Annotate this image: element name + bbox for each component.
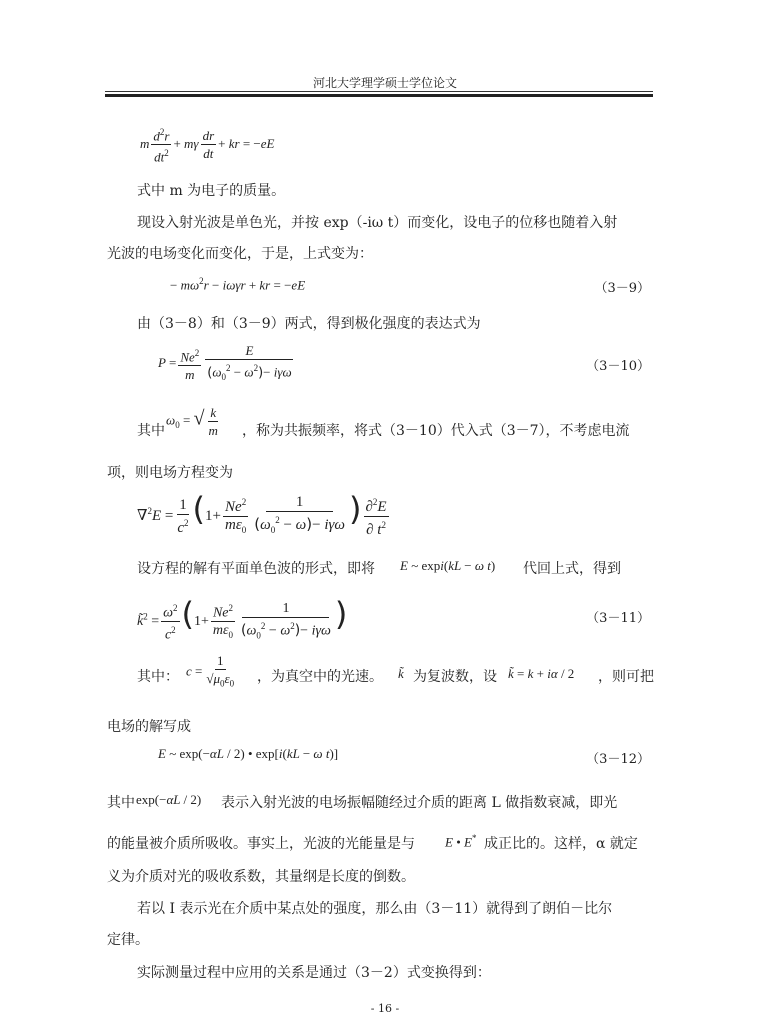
header-rule-thick: [105, 94, 653, 97]
paragraph-6-middle2: 为复波数，设: [413, 669, 497, 685]
equation-number-3-12: （3－12）: [586, 752, 650, 767]
equation-number-3-11: （3－11）: [586, 611, 650, 626]
header-rule-thin: [105, 91, 653, 92]
equation-3-9: − $m\omega^2r - i\omega\gamma r$ + kr = −eE: [170, 276, 306, 293]
paragraph-6-middle: ，为真空中的光速。: [257, 669, 383, 685]
equation-wave: ∇$^2$E = $\frac{1}{c^2}$ (1+ $\frac{Ne^2}{m\varepsilon_0}$ $\frac{1}{(\omega_0^2 - \omega)- i\gamma\omega}$ ) $\frac{\partial^2E}{\partial t^2}$: [137, 490, 387, 539]
equation-number-3-9: （3－9）: [594, 281, 650, 296]
paragraph-11a: 若以 I 表示光在介质中某点处的强度，那么由（3－11）就得到了朗伯－比尔: [137, 901, 613, 917]
paragraph-11b: 定律。: [107, 932, 149, 948]
paragraph-10: 义为介质对光的吸收系数，其量纲是长度的倒数。: [107, 869, 415, 885]
equation-3-11: k̃$^2$ = $\frac{\omega^2}{c^2}$ (1+ $\frac{Ne^2}{m\varepsilon_0}$ $\frac{1}{(\omega_0^2 - \omega^2)- i\gamma\omega}$ ): [137, 595, 348, 643]
equation-3-12: E ~ exp(−αL / 2) • exp[i(kL − ω t)]: [158, 746, 339, 761]
paragraph-4a-prefix: 其中: [137, 423, 165, 439]
equation-k-complex: k̃ = k + iα / 2: [508, 666, 575, 681]
equation-plane-wave: E ~ expi(kL − ω t): [400, 558, 496, 573]
paragraph-8-prefix: 其中: [107, 795, 135, 811]
paragraph-5-prefix: 设方程的解有平面单色波的形式，即将: [137, 561, 375, 577]
equation-k-tilde: k̃: [398, 666, 404, 681]
equation-attenuation: exp(−αL / 2): [136, 792, 202, 807]
paragraph-2a: 现设入射光波是单色光，并按 exp（-iω t）而变化，设电子的位移也随着入射: [137, 215, 618, 231]
equation-omega0: $\omega_0$ = √ $\frac{k}{m}$: [166, 405, 218, 438]
running-header: 河北大学理学硕士学位论文: [312, 76, 457, 90]
equation-intensity: E • E*: [445, 833, 477, 850]
paragraph-4b: 项，则电场方程变为: [107, 465, 233, 481]
equation-number-3-10: （3－10）: [586, 359, 650, 374]
paragraph-4a-suffix: ，称为共振频率，将式（3－10）代入式（3－7），不考虑电流: [242, 423, 630, 439]
paragraph-1: 式中 m 为电子的质量。: [137, 183, 286, 199]
page-number: - 16 -: [370, 1002, 400, 1015]
paragraph-9-suffix: 成正比的。这样，α 就定: [484, 836, 638, 852]
equation-3-10: P = $\frac{Ne^2}{m}$ $\frac{E}{(\omega_0^2 - \omega^2)- i\gamma\omega}$: [158, 343, 292, 383]
paragraph-2b: 光波的电场变化而变化，于是，上式变为：: [107, 246, 373, 262]
equation-motion: m $\frac{d^2r}{dt^2}$ + mγ $\frac{dr}{dt}$ + kr = −eE: [140, 124, 274, 166]
paragraph-12: 实际测量过程中应用的关系是通过（3－2）式变换得到：: [137, 965, 491, 981]
paragraph-7: 电场的解写成: [107, 719, 191, 735]
paragraph-6-prefix: 其中：: [137, 669, 179, 685]
paragraph-3: 由（3－8）和（3－9）两式，得到极化强度的表达式为: [137, 316, 481, 332]
paragraph-5-suffix: 代回上式，得到: [523, 561, 621, 577]
paragraph-8-suffix: 表示入射光波的电场振幅随经过介质的距离 L 做指数衰减，即光: [221, 795, 618, 811]
equation-speed-of-light: c = $\frac{1}{√\mu_0\varepsilon_0}$: [186, 653, 235, 689]
paragraph-9-prefix: 的能量被介质所吸收。事实上，光波的光能量是与: [107, 836, 415, 852]
paragraph-6-suffix: ，则可把: [598, 669, 654, 685]
